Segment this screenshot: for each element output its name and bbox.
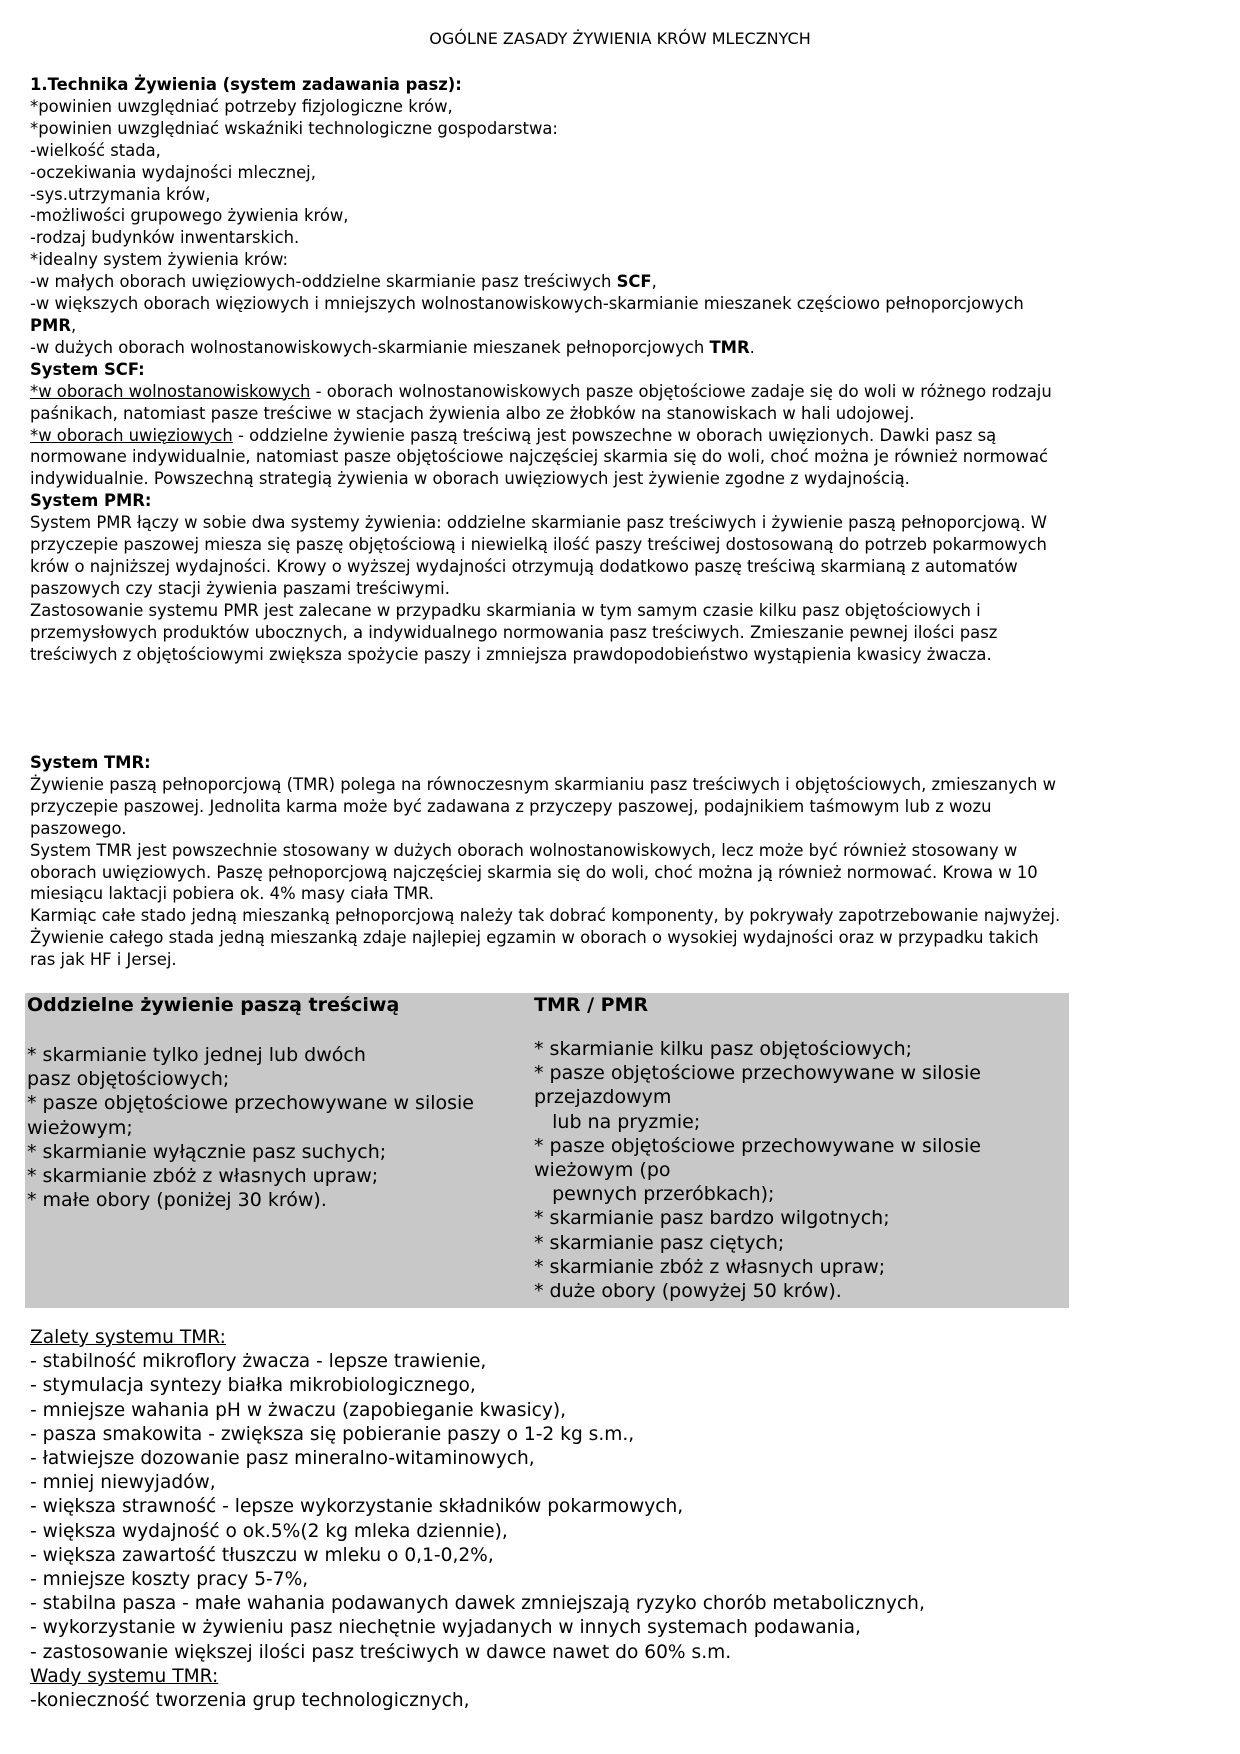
list-item: -konieczność tworzenia grup technologicznych, bbox=[30, 1690, 470, 1712]
list-item: * pasze objętościowe przechowywane w silosie bbox=[534, 1134, 982, 1157]
text-line: paśnikach, natomiast pasze treściwe w stacjach żywienia albo ze żłobków na stanowiskach w hali udojowej. bbox=[30, 403, 915, 423]
scf-paragraph-2 bbox=[30, 425, 1220, 447]
list-item: * duże obory (powyżej 50 krów). bbox=[534, 1280, 842, 1303]
text-span: - oborach wolnostanowiskowych pasze objętościowe zadaje się do woli w różnego rodzaju bbox=[310, 381, 1052, 401]
pmr-heading: System PMR: bbox=[30, 491, 152, 511]
text-line: przyczepie paszowej miesza się paszę objętościową i niewielką ilość paszy treściwej dostosowaną do potrzeb pokarmowych bbox=[30, 535, 1047, 555]
text-line: paszowego. bbox=[30, 818, 127, 838]
advantages-heading: Zalety systemu TMR: bbox=[30, 1327, 226, 1348]
text-line: krów o najniższej wydajności. Krowy o wyższej wydajności otrzymują dodatkowo paszę treściwą skarmianą z automatów bbox=[30, 556, 1018, 576]
comparison-heading: TMR / PMR bbox=[534, 994, 649, 1016]
list-item: - stymulacja syntezy białka mikrobiologicznego, bbox=[30, 1375, 476, 1397]
list-item: * skarmianie zbóż z własnych upraw; bbox=[534, 1255, 886, 1278]
section-heading: 1.Technika Żywienia (system zadawania pasz): bbox=[30, 75, 462, 94]
text-line: System TMR jest powszechnie stosowany w dużych oborach wolnostanowiskowych, lecz może być również stosowany w bbox=[30, 840, 1018, 860]
list-item: * małe obory (poniżej 30 krów). bbox=[27, 1189, 327, 1212]
text-line: System PMR łączy w sobie dwa systemy żywienia: oddzielne skarmianie pasz treściwych i żywienie paszą pełnoporcjową. W bbox=[30, 513, 1048, 533]
text-span: - oddzielne żywienie paszą treściwą jest powszechne w oborach uwięzionych. Dawki pasz są bbox=[232, 425, 997, 445]
list-item: * skarmianie pasz bardzo wilgotnych; bbox=[534, 1207, 890, 1230]
text-line-scf bbox=[30, 271, 1220, 293]
text-line: Żywienie paszą pełnoporcjową (TMR) polega na równoczesnym skarmianiu pasz treściwych i objętościowych, zmieszanych w bbox=[30, 774, 1057, 794]
text-line: *powinien uwzględniać wskaźniki technologiczne gospodarstwa: bbox=[30, 118, 558, 138]
text-span: . bbox=[749, 337, 755, 357]
text-line: przemysłowych produktów ubocznych, a indywidualnego normowania pasz treściwych. Zmieszanie pewnej ilości pasz bbox=[30, 622, 998, 642]
text-line: Zastosowanie systemu PMR jest zalecane w przypadku skarmiania w tym samym czasie kilku pasz objętościowych i bbox=[30, 600, 981, 620]
list-item: pewnych przeróbkach); bbox=[534, 1183, 775, 1206]
text-line: -w większych oborach więziowych i mniejszych wolnostanowiskowych-skarmianie mieszanek częściowo pełnoporcjowych bbox=[30, 294, 1024, 314]
text-line-tmr bbox=[30, 337, 1220, 359]
text-line: -wielkość stada, bbox=[30, 140, 161, 160]
list-item: * skarmianie pasz ciętych; bbox=[534, 1231, 785, 1254]
scf-subheading-tie-stall: *w oborach uwięziowych bbox=[30, 425, 233, 445]
section-advantages bbox=[30, 1326, 1220, 1713]
comparison-column-tmr-pmr bbox=[534, 993, 1064, 1303]
text-line-pmr bbox=[30, 315, 1220, 337]
disadvantages-heading: Wady systemu TMR: bbox=[30, 1665, 219, 1687]
list-item: - mniej niewyjadów, bbox=[30, 1472, 216, 1494]
text-line: normowane indywidualnie, natomiast pasze objętościowe najczęściej skarmia się do woli, choć można je również normować bbox=[30, 447, 1049, 467]
scf-paragraph-1 bbox=[30, 381, 1220, 403]
section-tmr bbox=[30, 752, 1220, 971]
list-item: * skarmianie tylko jednej lub dwóch bbox=[27, 1044, 366, 1066]
comparison-list bbox=[27, 1043, 527, 1212]
text-span: , bbox=[70, 315, 77, 335]
list-item: - mniejsze wahania pH w żwaczu (zapobieganie kwasicy), bbox=[30, 1399, 567, 1421]
list-item: wieżowym (po bbox=[534, 1159, 671, 1182]
list-item: * pasze objętościowe przechowywane w silosie bbox=[534, 1062, 982, 1085]
list-item: pasz objętościowych; bbox=[27, 1068, 230, 1091]
text-line: -rodzaj budynków inwentarskich. bbox=[30, 228, 300, 248]
document-title: OGÓLNE ZASADY ŻYWIENIA KRÓW MLECZNYCH bbox=[429, 29, 811, 48]
list-item: - większa zawartość tłuszczu w mleku o 0,1-0,2%, bbox=[30, 1544, 494, 1566]
abbr-scf: SCF bbox=[616, 272, 652, 292]
text-line: paszowych czy stacji żywienia paszami treściwymi. bbox=[30, 578, 450, 598]
text-span: -w dużych oborach wolnostanowiskowych-skarmianie mieszanek pełnoporcjowych bbox=[30, 337, 710, 357]
comparison-heading: Oddzielne żywienie paszą treściwą bbox=[27, 994, 400, 1016]
text-span: , bbox=[651, 272, 657, 292]
text-line: -sys.utrzymania krów, bbox=[30, 184, 211, 204]
text-line: treściwych z objętościowymi zwiększa spożycie paszy i zmniejsza prawdopodobieństwo wystąpienia kwasicy żwacza. bbox=[30, 644, 992, 664]
abbr-pmr: PMR bbox=[30, 315, 71, 335]
comparison-table bbox=[25, 993, 1069, 1308]
list-item: - wykorzystanie w żywieniu pasz niechętnie wyjadanych w innych systemach podawania, bbox=[30, 1617, 861, 1639]
comparison-column-separate bbox=[27, 993, 527, 1212]
text-line: ras jak HF i Jersej. bbox=[30, 950, 177, 970]
scf-subheading-loose-housing: *w oborach wolnostanowiskowych bbox=[30, 381, 311, 401]
list-item: * skarmianie wyłącznie pasz suchych; bbox=[27, 1140, 387, 1163]
comparison-list bbox=[534, 1037, 1064, 1303]
list-item: lub na pryzmie; bbox=[534, 1110, 701, 1133]
text-line: Żywienie całego stada jedną mieszanką zdaje najlepiej egzamin w oborach o wysokiej wydajności oraz w przypadku takich bbox=[30, 928, 1039, 948]
tmr-heading: System TMR: bbox=[30, 753, 151, 772]
text-line: -oczekiwania wydajności mlecznej, bbox=[30, 162, 316, 182]
list-item: - mniejsze koszty pracy 5-7%, bbox=[30, 1569, 309, 1591]
text-line: *idealny system żywienia krów: bbox=[30, 250, 289, 270]
list-item: - większa wydajność o ok.5%(2 kg mleka dziennie), bbox=[30, 1520, 508, 1542]
list-item: wieżowym; bbox=[27, 1116, 133, 1139]
list-item: - zastosowanie większej ilości pasz treściwych w dawce nawet do 60% s.m. bbox=[30, 1641, 732, 1663]
section-feeding-technique bbox=[30, 74, 1220, 665]
scf-heading: System SCF: bbox=[30, 359, 145, 379]
list-item: * pasze objętościowe przechowywane w silosie bbox=[27, 1092, 475, 1115]
list-item: - stabilność mikroflory żwacza - lepsze trawienie, bbox=[30, 1351, 487, 1373]
list-item: * skarmianie kilku pasz objętościowych; bbox=[534, 1038, 913, 1060]
list-item: - większa strawność - lepsze wykorzystanie składników pokarmowych, bbox=[30, 1496, 684, 1518]
abbr-tmr: TMR bbox=[709, 337, 750, 357]
text-line: indywidualnie. Powszechną strategią żywienia w oborach uwięziowych jest żywienie zgodne z wydajnością. bbox=[30, 469, 910, 489]
text-line: oborach uwięziowych. Paszę pełnoporcjową najczęściej skarmia się do woli, choć można ją również normować. Krowa w 10 bbox=[30, 862, 1038, 882]
list-item: - stabilna pasza - małe wahania podawanych dawek zmniejszają ryzyko chorób metabolicznych, bbox=[30, 1593, 925, 1615]
list-item: przejazdowym bbox=[534, 1086, 672, 1109]
list-item: - łatwiejsze dozowanie pasz mineralno-witaminowych, bbox=[30, 1448, 535, 1470]
text-line: Karmiąc całe stado jedną mieszanką pełnoporcjową należy tak dobrać komponenty, by pokrywały zapotrzebowanie najwyżej. bbox=[30, 906, 1061, 926]
text-line: miesiącu laktacji pobiera ok. 4% masy ciała TMR. bbox=[30, 884, 435, 904]
list-item: * skarmianie zbóż z własnych upraw; bbox=[27, 1165, 379, 1188]
text-line: -możliwości grupowego żywienia krów, bbox=[30, 206, 349, 226]
text-line: przyczepie paszowej. Jednolita karma może być zadawana z przyczepy paszowej, podajnikiem taśmowym lub z wozu bbox=[30, 796, 992, 816]
list-item: - pasza smakowita - zwiększa się pobieranie paszy o 1-2 kg s.m., bbox=[30, 1423, 635, 1445]
text-line: *powinien uwzględniać potrzeby fizjologiczne krów, bbox=[30, 96, 453, 116]
text-span: -w małych oborach uwięziowych-oddzielne skarmianie pasz treściwych bbox=[30, 272, 617, 292]
